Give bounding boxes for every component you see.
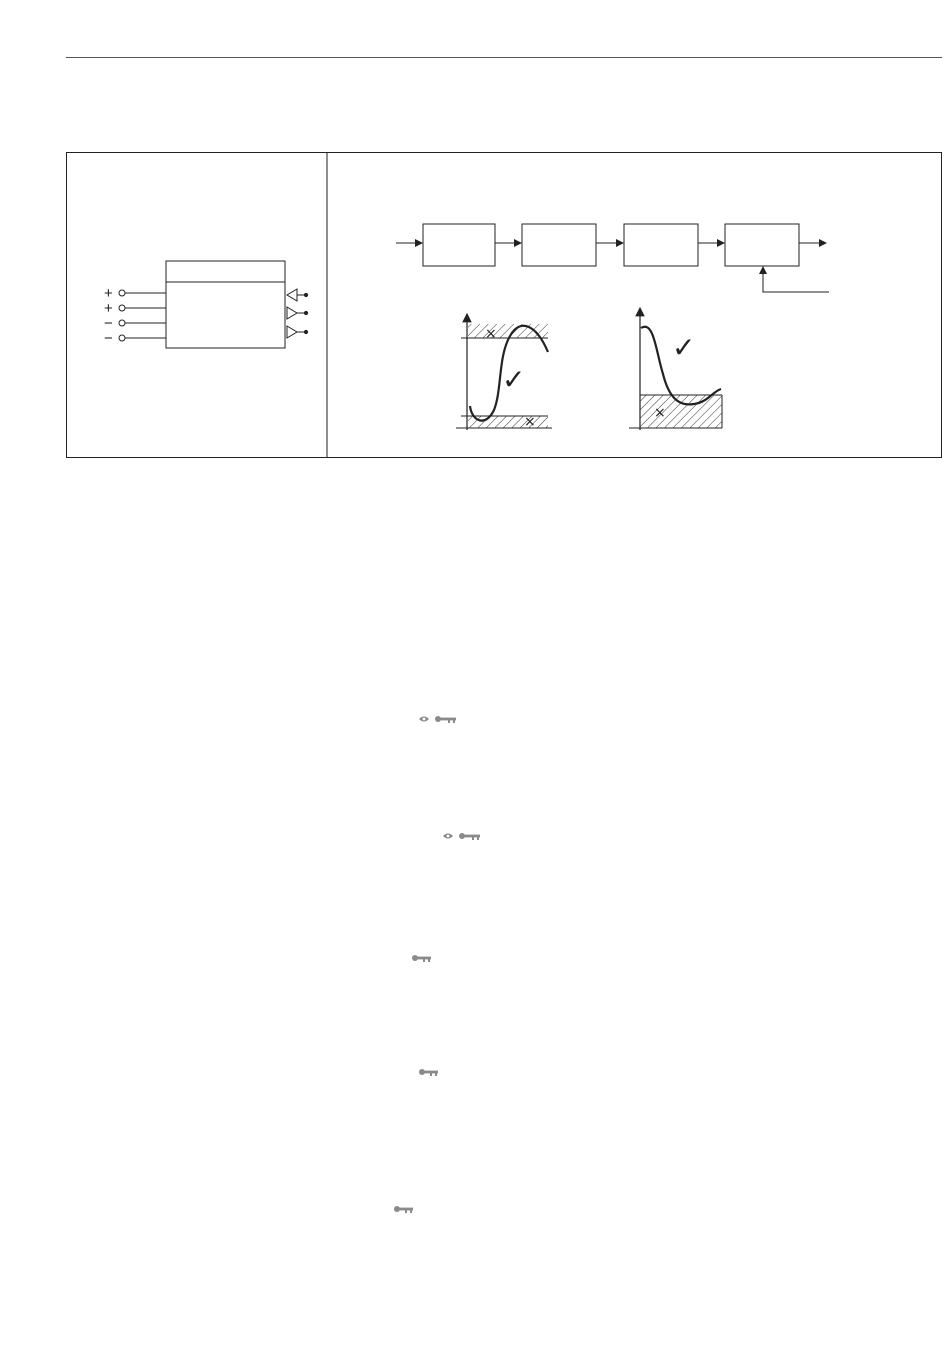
lower-hatched-band: [640, 395, 722, 428]
chain-block-1: [423, 224, 495, 266]
eye-key-icon: [418, 714, 462, 724]
key-icon: [393, 1204, 415, 1214]
chain-block-2: [522, 224, 596, 266]
block-symbol: [104, 261, 308, 348]
lower-limit-band: [468, 416, 548, 428]
feedback-line: [763, 267, 829, 292]
input-sign-3: −: [104, 315, 113, 332]
key-icon: [411, 953, 433, 963]
input-sign-1: +: [104, 285, 113, 302]
figure-border: [67, 153, 942, 458]
block-chain: [396, 224, 829, 292]
curve-plot-2: [629, 308, 722, 430]
curve-plot-1: [456, 314, 552, 430]
check-mark: ✓: [502, 363, 526, 396]
cross-mark: ×: [485, 326, 497, 342]
cross-mark: ×: [524, 414, 536, 430]
cross-mark: ×: [654, 405, 666, 421]
eye-key-icon: [442, 831, 486, 841]
input-signs: [104, 285, 113, 347]
key-icon: [418, 1067, 440, 1077]
input-terminals: [119, 290, 166, 341]
input-sign-2: +: [104, 300, 113, 317]
chain-block-3: [624, 224, 698, 266]
check-mark: ✓: [672, 331, 696, 364]
chain-block-4: [725, 224, 799, 266]
function-diagram: [66, 152, 942, 458]
input-sign-4: −: [104, 330, 113, 347]
output-terminals: [287, 289, 308, 338]
header-rule: [66, 57, 942, 58]
